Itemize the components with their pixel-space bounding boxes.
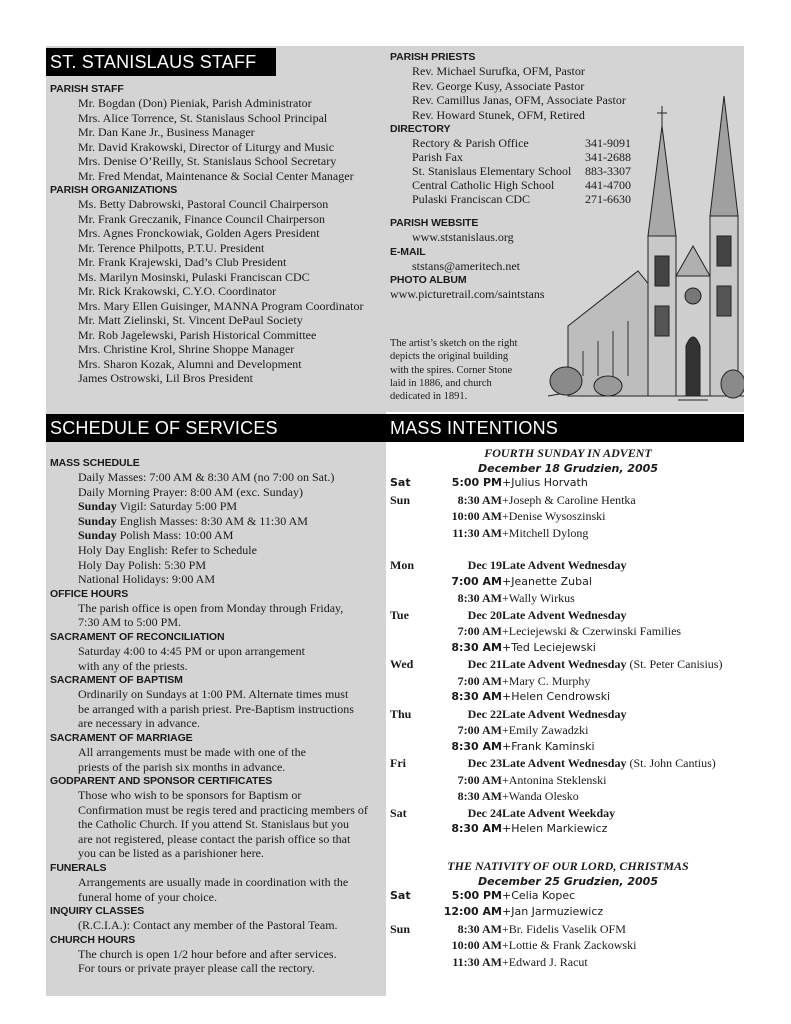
staff-item: Mr. Bogdan (Don) Pieniak, Parish Administrator	[78, 96, 312, 110]
godparent-line: you can be listed as a parishioner here.	[78, 846, 264, 861]
mass-row	[390, 806, 746, 823]
mass-intention	[502, 608, 626, 623]
baptism-heading: SACRAMENT OF BAPTISM	[50, 674, 183, 687]
organization-item: Mr. Terence Philpotts, P.T.U. President	[78, 240, 265, 255]
mass-schedule-day: Sunday	[78, 499, 117, 514]
mass-intention-text: +Julius Horvath	[502, 476, 588, 489]
mass-row	[390, 526, 746, 543]
mass-intention-text: Late Advent Weekday	[502, 805, 616, 820]
office-hours-heading: OFFICE HOURS	[50, 587, 129, 600]
mass-intention-text: +Ted Leciejewski	[502, 640, 596, 654]
mass-row	[390, 955, 746, 972]
mass-row	[390, 591, 746, 608]
organization-item: Ms. Betty Dabrowski, Pastoral Council Chairperson	[78, 197, 329, 211]
mass-day: Sat	[390, 476, 411, 489]
mass-schedule-text: Vigil: Saturday 5:00 PM	[116, 499, 238, 514]
caption-line: with the spires. Corner Stone	[390, 364, 513, 376]
directory-name: Pulaski Franciscan CDC	[412, 192, 530, 206]
mass-intention	[502, 773, 606, 788]
mass-schedule-text: National Holidays: 9:00 AM	[78, 572, 215, 587]
priest-item: Rev. Howard Stunek, OFM, Retired	[412, 107, 585, 122]
mass-row	[390, 822, 746, 839]
caption-line: dedicated in 1891.	[390, 391, 468, 403]
mass-intention-text: +Leciejewski & Czerwinski Families	[502, 624, 682, 638]
mass-intention-text: +Emily Zawadzki	[502, 723, 589, 737]
organization-item: Mrs. Agnes Fronckowiak, Golden Agers President	[78, 226, 320, 240]
directory-heading: DIRECTORY	[390, 123, 451, 135]
mass-row	[390, 773, 746, 790]
mass-intention-text: +Antonina Steklenski	[502, 772, 607, 787]
mass-intention-text: +Frank Kaminski	[502, 739, 595, 753]
caption-line: The artist’s sketch on the right	[390, 338, 518, 349]
mass-row	[390, 657, 746, 674]
mass-time: 5:00 PM	[451, 888, 502, 902]
mass-intention	[502, 789, 579, 804]
mass-time: 8:30 AM	[451, 739, 502, 753]
godparent-heading: GODPARENT AND SPONSOR CERTIFICATES	[50, 775, 273, 788]
staff-section	[50, 82, 386, 386]
mass-intention	[502, 889, 575, 902]
godparent-line: are not registered, please contact the parish office so that	[78, 831, 351, 846]
staff-item: Mr. David Krakowski, Director of Liturgy and Music	[78, 139, 335, 154]
mass-intention-text: +Celia Kopec	[502, 888, 576, 902]
mass-time: Dec 21	[467, 657, 502, 671]
mass-intention-text: Late Advent Wednesday	[502, 706, 627, 721]
mass-time: 7:00 AM	[457, 673, 502, 688]
church-hours-heading: CHURCH HOURS	[50, 933, 136, 946]
mass-row	[390, 740, 746, 757]
mass-row	[390, 641, 746, 658]
mass-time: 8:30 AM	[457, 789, 502, 803]
baptism-line: be arranged with a parish priest. Pre-Baptism instructions	[78, 701, 354, 716]
parish-staff-list	[50, 96, 386, 183]
mass-intention	[502, 493, 636, 508]
mass-time: Dec 20	[467, 607, 502, 622]
mass-day: Thu	[390, 706, 412, 721]
mass-schedule-heading: MASS SCHEDULE	[50, 457, 140, 469]
week2-rows	[390, 889, 746, 972]
organizations-heading: PARISH ORGANIZATIONS	[50, 184, 178, 196]
mass-time: 8:30 AM	[457, 492, 502, 507]
mass-intention-text: Late Advent Wednesday	[502, 657, 627, 671]
mass-intention-text: Late Advent Wednesday	[502, 756, 627, 770]
mass-intentions-section	[390, 446, 746, 971]
mass-row	[390, 723, 746, 740]
mass-intention-text: +Wally Wirkus	[502, 591, 575, 605]
mass-intention	[502, 938, 636, 953]
mass-intention-text: +Jeanette Zubal	[502, 574, 592, 588]
directory-name: Rectory & Parish Office	[412, 136, 529, 150]
mass-intention-text: +Wanda Olesko	[502, 789, 579, 803]
mass-row	[390, 476, 746, 493]
schedule-header: SCHEDULE OF SERVICES	[46, 414, 386, 442]
mass-intention	[502, 756, 716, 771]
mass-time: 7:00 AM	[457, 624, 502, 638]
marriage-line: priests of the parish six months in advance.	[78, 759, 286, 774]
mass-schedule-text: Daily Morning Prayer: 8:00 AM (exc. Sunday)	[78, 484, 303, 499]
week1-title: FOURTH SUNDAY IN ADVENT	[484, 446, 652, 460]
weekday-rows	[390, 558, 746, 839]
directory-phone: 271-6630	[585, 192, 631, 206]
mass-intention	[502, 905, 603, 918]
mass-time: 8:30 AM	[457, 921, 502, 936]
mass-intention	[502, 509, 605, 524]
directory-phone: 883-3307	[585, 164, 631, 178]
church-hours-line: For tours or private prayer please call the rectory.	[78, 961, 315, 976]
mass-time: Dec 23	[467, 756, 502, 770]
organization-item: Mr. Matt Zielinski, St. Vincent DePaul Society	[78, 313, 303, 327]
mass-intention-text: +Jan Jarmuziewicz	[502, 905, 604, 918]
mass-time: 8:30 AM	[457, 591, 502, 605]
mass-row	[390, 690, 746, 707]
mass-day: Tue	[390, 607, 409, 622]
reconciliation-line: Saturday 4:00 to 4:45 PM or upon arrangement	[78, 643, 305, 658]
mass-time: 11:30 AM	[452, 525, 502, 540]
mass-day: Sun	[390, 492, 411, 507]
mass-time: 11:30 AM	[452, 954, 502, 969]
mass-schedule-line	[50, 558, 386, 573]
mass-time: 5:00 PM	[451, 476, 502, 489]
mass-intention-text: Late Advent Wednesday	[502, 558, 627, 572]
mass-intention	[502, 526, 588, 541]
organization-item: Mr. Rob Jagelewski, Parish Historical Committee	[78, 327, 317, 342]
mass-day: Sat	[390, 888, 411, 902]
organization-item: Mrs. Sharon Kozak, Alumni and Development	[78, 356, 302, 371]
mass-feast: (St. Peter Canisius)	[626, 657, 723, 671]
caption-line: laid in 1886, and church	[390, 377, 492, 389]
mass-day: Fri	[390, 756, 406, 770]
mass-time: 8:30 AM	[451, 690, 502, 703]
mass-time: Dec 19	[467, 558, 502, 572]
mass-time: Dec 22	[467, 706, 502, 721]
week1-date: December 18 Grudzien, 2005	[477, 462, 658, 475]
priest-item: Rev. George Kusy, Associate Pastor	[412, 78, 585, 93]
staff-item: Mrs. Denise O’Reilly, St. Stanislaus School Secretary	[78, 154, 337, 168]
mass-schedule-text: Daily Masses: 7:00 AM & 8:30 AM (no 7:00 on Sat.)	[78, 470, 335, 484]
mass-intention	[502, 558, 626, 573]
mass-schedule-text: Polish Mass: 10:00 AM	[116, 528, 234, 543]
week1-rows	[390, 476, 746, 542]
mass-schedule-line	[50, 485, 386, 500]
mass-row	[390, 707, 746, 724]
mass-time: 12:00 AM	[443, 905, 502, 918]
email-heading: E-MAIL	[390, 245, 426, 258]
organization-item: Mr. Frank Krajewski, Dad’s Club President	[78, 255, 287, 269]
funerals-line: funeral home of your choice.	[78, 889, 217, 904]
mass-time: 8:30 AM	[451, 822, 502, 835]
organization-item: James Ostrowski, Lil Bros President	[78, 371, 253, 385]
mass-intention	[502, 922, 626, 937]
mass-intention-text: +Mitchell Dylong	[502, 525, 589, 540]
parish-staff-heading: PARISH STAFF	[50, 83, 124, 95]
mass-row	[390, 608, 746, 625]
mass-row	[390, 922, 746, 939]
mass-intention	[502, 740, 595, 753]
funerals-line: Arrangements are usually made in coordination with the	[78, 875, 349, 890]
directory-phone: 341-9091	[585, 136, 631, 150]
directory-name: Central Catholic High School	[412, 178, 555, 192]
organization-item: Mrs. Christine Krol, Shrine Shoppe Manager	[78, 342, 295, 356]
mass-day: Wed	[390, 657, 414, 671]
church-sketch-image	[548, 96, 744, 412]
mass-time: 8:30 AM	[451, 640, 502, 654]
website-link[interactable]: www.ststanislaus.org	[412, 230, 514, 244]
baptism-line: are necessary in advance.	[78, 716, 200, 731]
church-hours-line: The church is open 1/2 hour before and after services.	[78, 946, 337, 961]
mass-schedule-line	[50, 470, 386, 485]
mass-schedule-line	[50, 514, 386, 529]
mass-schedule-line	[50, 543, 386, 558]
mass-schedule-line	[50, 499, 386, 514]
mass-time: 10:00 AM	[451, 938, 502, 952]
mass-intention	[502, 690, 610, 703]
mass-intention	[502, 657, 722, 672]
mass-schedule-text: English Masses: 8:30 AM & 11:30 AM	[116, 513, 308, 528]
mass-row	[390, 789, 746, 806]
mass-intention	[502, 476, 588, 489]
mass-intention	[502, 624, 681, 639]
mass-row	[390, 509, 746, 526]
mass-intention	[502, 723, 588, 738]
priest-item: Rev. Michael Surufka, OFM, Pastor	[412, 64, 585, 78]
mass-row	[390, 889, 746, 906]
photo-album-heading: PHOTO ALBUM	[390, 274, 467, 286]
sketch-caption	[390, 337, 540, 403]
directory-name: St. Stanislaus Elementary School	[412, 164, 572, 178]
caption-line: depicts the original building	[390, 351, 509, 363]
mass-time: 7:00 AM	[457, 772, 502, 787]
priests-heading: PARISH PRIESTS	[390, 51, 476, 63]
directory-phone: 341-2688	[585, 150, 631, 164]
staff-item: Mr. Dan Kane Jr., Business Manager	[78, 125, 255, 139]
mass-intention	[502, 674, 590, 689]
mass-row	[390, 624, 746, 641]
week2-title: THE NATIVITY OF OUR LORD, CHRISTMAS	[447, 858, 689, 873]
mass-intention-text: +Helen Cendrowski	[502, 690, 611, 703]
mass-intention-text: +Br. Fidelis Vaselik OFM	[502, 921, 626, 936]
mass-row	[390, 905, 746, 922]
inquiry-line: (R.C.I.A.): Contact any member of the Pastoral Team.	[78, 918, 338, 933]
organization-item: Mrs. Mary Ellen Guisinger, MANNA Program Coordinator	[78, 298, 364, 313]
mass-schedule-line	[50, 572, 386, 587]
baptism-line: Ordinarily on Sundays at 1:00 PM. Alternate times must	[78, 687, 349, 702]
mass-day: Sun	[390, 921, 411, 936]
mass-day: Sat	[390, 805, 407, 820]
godparent-line: the Catholic Church. If you attend St. Stanislaus but you	[78, 817, 349, 832]
mass-schedule-day: Sunday	[78, 528, 117, 543]
mass-intention	[502, 707, 626, 722]
mass-row	[390, 674, 746, 691]
organization-item: Ms. Marilyn Mosinski, Pulaski Franciscan CDC	[78, 269, 310, 284]
staff-item: Mrs. Alice Torrence, St. Stanislaus School Principal	[78, 110, 328, 125]
mass-intention-text: Late Advent Wednesday	[502, 607, 627, 622]
organizations-list	[50, 197, 386, 386]
mass-row	[390, 493, 746, 510]
mass-time: 7:00 AM	[457, 723, 502, 737]
mass-intention-text: +Joseph & Caroline Hentka	[502, 492, 636, 507]
mass-row	[390, 558, 746, 575]
reconciliation-heading: SACRAMENT OF RECONCILIATION	[50, 630, 225, 643]
mass-intention	[502, 591, 575, 606]
mass-schedule-text: Holy Day Polish: 5:30 PM	[78, 557, 207, 572]
reconciliation-line: with any of the priests.	[78, 658, 188, 673]
office-hours-line: 7:30 AM to 5:00 PM.	[78, 615, 182, 630]
directory-name: Parish Fax	[412, 150, 463, 164]
mass-schedule-line	[50, 528, 386, 543]
inquiry-heading: INQUIRY CLASSES	[50, 905, 145, 918]
funerals-heading: FUNERALS	[50, 862, 107, 875]
staff-item: Mr. Fred Mendat, Maintenance & Social Center Manager	[78, 168, 354, 183]
schedule-section	[50, 456, 386, 976]
mass-feast: (St. John Cantius)	[626, 756, 716, 770]
mass-schedule-day: Sunday	[78, 513, 117, 528]
mass-row	[390, 756, 746, 773]
mass-intention	[502, 575, 592, 588]
marriage-line: All arrangements must be made with one of the	[78, 744, 306, 759]
staff-header: ST. STANISLAUS STAFF	[46, 48, 276, 76]
office-hours-line: The parish office is open from Monday through Friday,	[78, 600, 344, 615]
mass-intention-text: +Edward J. Racut	[502, 954, 588, 969]
godparent-line: Confirmation must be regis tered and practicing members of	[78, 802, 368, 817]
week2-date: December 25 Grudzien, 2005	[477, 874, 658, 888]
mass-time: 10:00 AM	[451, 509, 502, 523]
mass-intention-text: +Helen Markiewicz	[502, 822, 608, 835]
mass-row	[390, 575, 746, 592]
email-link[interactable]: ststans@ameritech.net	[412, 258, 521, 273]
godparent-line: Those who wish to be sponsors for Baptism or	[78, 788, 302, 803]
mass-row	[390, 938, 746, 955]
mass-intentions-header: MASS INTENTIONS	[386, 414, 744, 442]
organization-item: Mr. Frank Greczanik, Finance Council Chairperson	[78, 211, 325, 226]
website-heading: PARISH WEBSITE	[390, 217, 479, 229]
photo-album-link[interactable]: www.picturetrail.com/saintstans	[390, 287, 545, 301]
mass-intention-text: +Denise Wysoszinski	[502, 509, 606, 523]
mass-intention	[502, 806, 615, 821]
mass-time: 7:00 AM	[451, 574, 502, 588]
priest-item: Rev. Camillus Janas, OFM, Associate Pastor	[412, 93, 626, 107]
organization-item: Mr. Rick Krakowski, C.Y.O. Coordinator	[78, 284, 277, 298]
mass-time: Dec 24	[467, 805, 502, 820]
mass-intention	[502, 822, 607, 835]
mass-intention-text: +Mary C. Murphy	[502, 673, 591, 688]
directory-phone: 441-4700	[585, 178, 631, 192]
mass-intention	[502, 641, 596, 654]
mass-day: Mon	[390, 558, 414, 572]
mass-schedule-text: Holy Day English: Refer to Schedule	[78, 542, 257, 557]
marriage-heading: SACRAMENT OF MARRIAGE	[50, 731, 193, 744]
mass-intention-text: +Lottie & Frank Zackowski	[502, 938, 637, 952]
mass-intention	[502, 955, 588, 970]
